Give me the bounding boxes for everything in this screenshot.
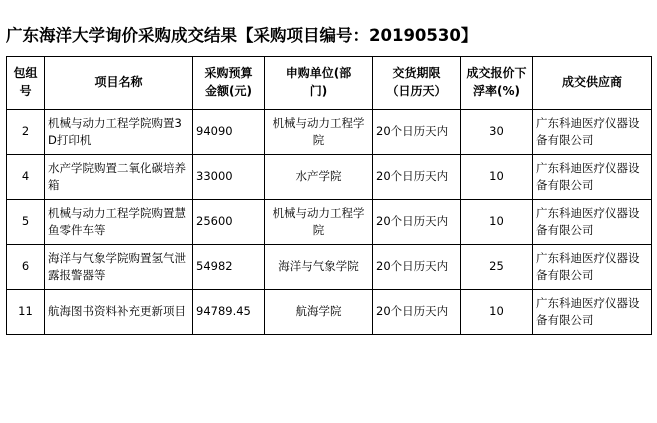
- column-header-discount-rate: 成交报价下 浮率(%): [461, 56, 533, 109]
- cell-budget: 25600: [193, 199, 265, 244]
- cell-project-name: 机械与动力工程学院购置慧鱼零件车等: [45, 199, 193, 244]
- column-header-project-name: 项目名称: [45, 56, 193, 109]
- cell-department: 机械与动力工程学院: [265, 109, 373, 154]
- column-header-group-no: 包组 号: [7, 56, 45, 109]
- cell-budget: 94789.45: [193, 289, 265, 334]
- table-row: [7, 289, 652, 334]
- column-header-delivery-term: 交货期限 （日历天）: [373, 56, 461, 109]
- cell-department: 水产学院: [265, 154, 373, 199]
- table-body: [7, 109, 652, 334]
- cell-supplier: 广东科迪医疗仪器设备有限公司: [533, 109, 652, 154]
- cell-group-no: 6: [7, 244, 45, 289]
- cell-discount-rate: 25: [461, 244, 533, 289]
- cell-group-no: 5: [7, 199, 45, 244]
- cell-group-no: 11: [7, 289, 45, 334]
- cell-discount-rate: 10: [461, 289, 533, 334]
- cell-budget: 33000: [193, 154, 265, 199]
- cell-project-name: 海洋与气象学院购置氢气泄露报警器等: [45, 244, 193, 289]
- cell-project-name: 机械与动力工程学院购置3D打印机: [45, 109, 193, 154]
- cell-project-name: 水产学院购置二氧化碳培养箱: [45, 154, 193, 199]
- cell-discount-rate: 10: [461, 199, 533, 244]
- cell-project-name: 航海图书资料补充更新项目: [45, 289, 193, 334]
- procurement-result-table: [6, 56, 652, 335]
- cell-budget: 94090: [193, 109, 265, 154]
- cell-supplier: 广东科迪医疗仪器设备有限公司: [533, 244, 652, 289]
- cell-supplier: 广东科迪医疗仪器设备有限公司: [533, 289, 652, 334]
- table-row: [7, 109, 652, 154]
- cell-group-no: 2: [7, 109, 45, 154]
- table-row: [7, 199, 652, 244]
- column-header-budget: 采购预算 金额(元): [193, 56, 265, 109]
- cell-delivery-term: 20个日历天内: [373, 289, 461, 334]
- cell-delivery-term: 20个日历天内: [373, 199, 461, 244]
- cell-discount-rate: 10: [461, 154, 533, 199]
- cell-delivery-term: 20个日历天内: [373, 109, 461, 154]
- cell-department: 航海学院: [265, 289, 373, 334]
- page-title: 广东海洋大学询价采购成交结果【采购项目编号：20190530】: [6, 26, 478, 45]
- cell-supplier: 广东科迪医疗仪器设备有限公司: [533, 199, 652, 244]
- cell-delivery-term: 20个日历天内: [373, 154, 461, 199]
- cell-budget: 54982: [193, 244, 265, 289]
- cell-discount-rate: 30: [461, 109, 533, 154]
- cell-supplier: 广东科迪医疗仪器设备有限公司: [533, 154, 652, 199]
- cell-department: 机械与动力工程学院: [265, 199, 373, 244]
- table-header-row: [7, 56, 652, 109]
- column-header-department: 申购单位(部 门): [265, 56, 373, 109]
- cell-delivery-term: 20个日历天内: [373, 244, 461, 289]
- cell-department: 海洋与气象学院: [265, 244, 373, 289]
- table-row: [7, 154, 652, 199]
- cell-group-no: 4: [7, 154, 45, 199]
- table-header: [7, 56, 652, 109]
- table-row: [7, 244, 652, 289]
- column-header-supplier: 成交供应商: [533, 56, 652, 109]
